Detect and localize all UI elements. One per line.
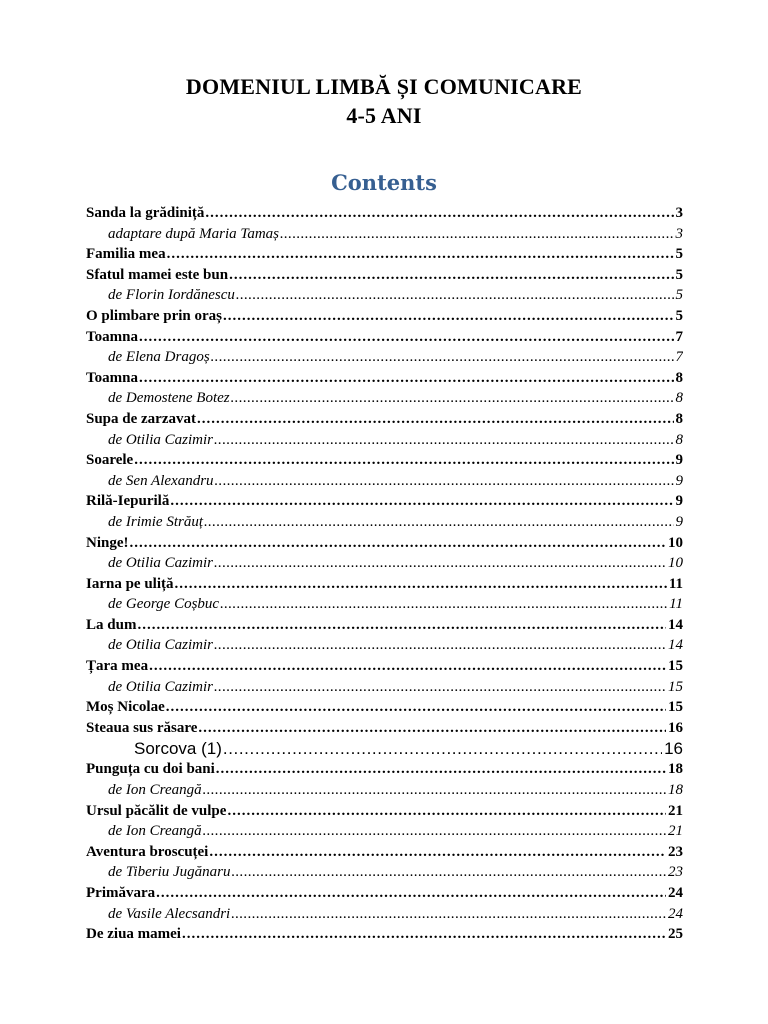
toc-page-number: 11 (668, 575, 683, 592)
toc-page-number: 9 (675, 513, 683, 530)
toc-title-text: Sanda la grădiniță (86, 205, 205, 221)
toc-page-number: 5 (675, 266, 683, 283)
toc-dot-leader (280, 224, 674, 245)
toc-page-number: 15 (668, 699, 683, 716)
toc-title-text: Ninge! (86, 534, 129, 551)
toc-entry-author[interactable] (86, 904, 683, 925)
toc-dot-leader (220, 594, 667, 615)
toc-title-text: Steaua sus răsare (86, 719, 198, 736)
toc-page-number: 9 (675, 493, 683, 510)
toc-page-number: 5 (675, 307, 683, 324)
toc-page-number: 7 (675, 328, 683, 345)
toc-dot-leader (170, 491, 673, 512)
toc-author-text: de Florin Iordănescu (108, 287, 235, 304)
toc-page-number: 9 (675, 472, 683, 489)
toc-dot-leader (139, 327, 674, 348)
toc-page-number: 15 (668, 678, 683, 695)
toc-entry-author[interactable] (86, 224, 683, 245)
toc-dot-leader (203, 821, 666, 842)
toc-author-text: de George Coșbuc (108, 596, 220, 613)
toc-dot-leader (215, 471, 674, 492)
toc-title-text: Iarna pe uliță (86, 575, 174, 592)
toc-dot-leader (198, 718, 666, 739)
toc-page-number: 16 (668, 719, 683, 736)
toc-page-number: 10 (668, 555, 683, 572)
toc-dot-leader (214, 677, 666, 698)
toc-title-text: Toamna (86, 369, 138, 386)
toc-dot-leader (232, 862, 667, 883)
toc-page-number: 14 (668, 616, 683, 633)
toc-dot-leader (209, 842, 666, 863)
toc-entry[interactable] (86, 450, 683, 471)
toc-entry[interactable] (86, 574, 683, 595)
toc-page-number: 16 (664, 739, 683, 759)
toc-author-text: de Demostene Botez (108, 390, 230, 407)
toc-entry[interactable] (86, 327, 683, 348)
toc-page-number: 3 (675, 225, 683, 242)
toc-entry[interactable] (86, 533, 683, 554)
toc-title-text: Toamna (86, 328, 138, 345)
toc-entry-author[interactable] (86, 594, 683, 615)
toc-dot-leader (139, 368, 674, 389)
toc-title-text: La dum (86, 616, 137, 633)
toc-dot-leader (223, 306, 674, 327)
toc-author-text: de Otilia Cazimir (108, 555, 214, 572)
toc-dot-leader (205, 203, 673, 224)
toc-entry[interactable] (86, 718, 683, 739)
toc-entry-author[interactable] (86, 553, 683, 574)
toc-page-number: 9 (675, 452, 683, 469)
toc-title-text: Supa de zarzavat (86, 410, 196, 427)
toc-page-number: 8 (675, 410, 683, 427)
toc-author-text: de Elena Dragoș (108, 349, 210, 366)
toc-author-text: de Irimie Străuț (108, 513, 203, 530)
toc-dot-leader (227, 801, 666, 822)
toc-page-number: 25 (668, 926, 683, 943)
toc-author-text: de Ion Creangă (108, 782, 202, 799)
toc-page-number: 10 (668, 534, 683, 551)
toc-title-text: Rilă-Iepurilă (86, 493, 170, 510)
toc-page-number: 5 (675, 246, 683, 263)
toc-entry-author[interactable] (86, 430, 683, 451)
toc-entry-author[interactable] (86, 512, 683, 533)
toc-entry-author[interactable] (86, 285, 683, 306)
toc-entry[interactable] (86, 306, 683, 327)
toc-title-text: De ziua mamei (86, 926, 181, 943)
toc-author-text: de Tiberiu Jugănaru (108, 864, 231, 881)
toc-dot-leader (214, 635, 666, 656)
toc-dot-leader (156, 883, 666, 904)
toc-entry[interactable] (86, 368, 683, 389)
document-subheading-age: 4-5 ANI (346, 103, 422, 128)
toc-page-number: 24 (668, 885, 683, 901)
toc-dot-leader (214, 553, 666, 574)
toc-page-number: 18 (668, 782, 683, 799)
toc-author-text: de Sen Alexandru (108, 472, 214, 489)
toc-dot-leader (204, 512, 674, 533)
toc-title-text: Ursul păcălit de vulpe (86, 802, 227, 819)
toc-page-number: 8 (675, 431, 683, 448)
toc-dot-leader (231, 904, 666, 925)
toc-dot-leader (197, 409, 674, 430)
toc-dot-leader (167, 244, 674, 265)
toc-author-text: de Vasile Alecsandri (108, 905, 231, 922)
toc-entry-author[interactable] (86, 780, 683, 801)
toc-title-text: Punguța cu doi bani (86, 761, 215, 778)
toc-title-text: Soarele (86, 452, 134, 469)
toc-entry[interactable] (86, 842, 683, 863)
toc-entry-author[interactable] (86, 471, 683, 492)
toc-entry[interactable] (86, 491, 683, 512)
toc-entry[interactable] (86, 265, 683, 286)
toc-dot-leader (231, 388, 674, 409)
toc-dot-leader (166, 697, 666, 718)
document-heading: DOMENIUL LIMBĂ ȘI COMUNICARE (185, 74, 583, 99)
toc-title-text: Sfatul mamei este bun (86, 266, 229, 283)
toc-entry[interactable] (86, 409, 683, 430)
toc-entry-author[interactable] (86, 821, 683, 842)
toc-author-text: de Otilia Cazimir (108, 431, 214, 448)
toc-entry[interactable] (86, 656, 683, 677)
toc-title-text: Primăvara (86, 885, 156, 901)
toc-page-number: 3 (675, 205, 683, 221)
toc-dot-leader (134, 450, 673, 471)
toc-entry[interactable] (86, 203, 683, 224)
toc-dot-leader (149, 656, 666, 677)
toc-page-number: 18 (668, 761, 683, 778)
toc-title-text: Aventura broscuței (86, 843, 209, 860)
toc-dot-leader (211, 347, 674, 368)
toc-page-number: 23 (668, 843, 683, 860)
toc-entry-author[interactable] (86, 677, 683, 698)
toc-entry-author[interactable] (86, 635, 683, 656)
toc-title-text: Țara mea (86, 658, 149, 675)
toc-dot-leader (203, 780, 666, 801)
toc-entry[interactable] (86, 244, 683, 265)
toc-entry[interactable] (86, 697, 683, 718)
toc-page-number: 14 (668, 637, 683, 654)
toc-title-text: Moș Nicolae (86, 699, 165, 716)
toc-entry[interactable] (86, 924, 683, 945)
toc-dot-leader (214, 430, 673, 451)
toc-dot-leader (236, 285, 674, 306)
toc-entry-author[interactable] (86, 388, 683, 409)
toc-title-text: Familia mea (86, 246, 166, 263)
toc-author-text: de Otilia Cazimir (108, 637, 214, 654)
toc-author-text: de Otilia Cazimir (108, 678, 214, 695)
toc-page-number: 5 (675, 287, 683, 304)
toc-entry[interactable] (86, 738, 683, 759)
toc-entry[interactable] (86, 801, 683, 822)
toc-page-number: 15 (668, 658, 683, 675)
toc-dot-leader (229, 265, 673, 286)
toc-entry-author[interactable] (86, 862, 683, 883)
toc-title-text: Sorcova (1) (134, 739, 222, 759)
toc-dot-leader (216, 759, 666, 780)
toc-page-number: 11 (669, 596, 683, 613)
toc-entry-author[interactable] (86, 347, 683, 368)
toc-dot-leader (182, 924, 666, 945)
table-of-contents (86, 203, 683, 945)
toc-entry[interactable] (86, 759, 683, 780)
toc-dot-leader (130, 533, 667, 554)
toc-dot-leader (137, 615, 666, 636)
toc-page-number: 24 (668, 905, 683, 922)
toc-page-number: 7 (675, 349, 683, 366)
toc-page-number: 23 (668, 864, 683, 881)
toc-entry[interactable] (86, 615, 683, 636)
toc-author-text: de Ion Creangă (108, 823, 202, 840)
toc-page-number: 8 (675, 390, 683, 407)
toc-dot-leader (223, 738, 662, 759)
toc-dot-leader (175, 574, 667, 595)
toc-page-number: 21 (668, 823, 683, 840)
toc-author-text: adaptare după Maria Tamaș (108, 225, 279, 242)
contents-title: Contents (331, 170, 437, 195)
toc-page-number: 21 (668, 802, 683, 819)
toc-page-number: 8 (675, 369, 683, 386)
toc-entry[interactable] (86, 883, 683, 904)
toc-title-text: O plimbare prin oraș (86, 307, 222, 324)
